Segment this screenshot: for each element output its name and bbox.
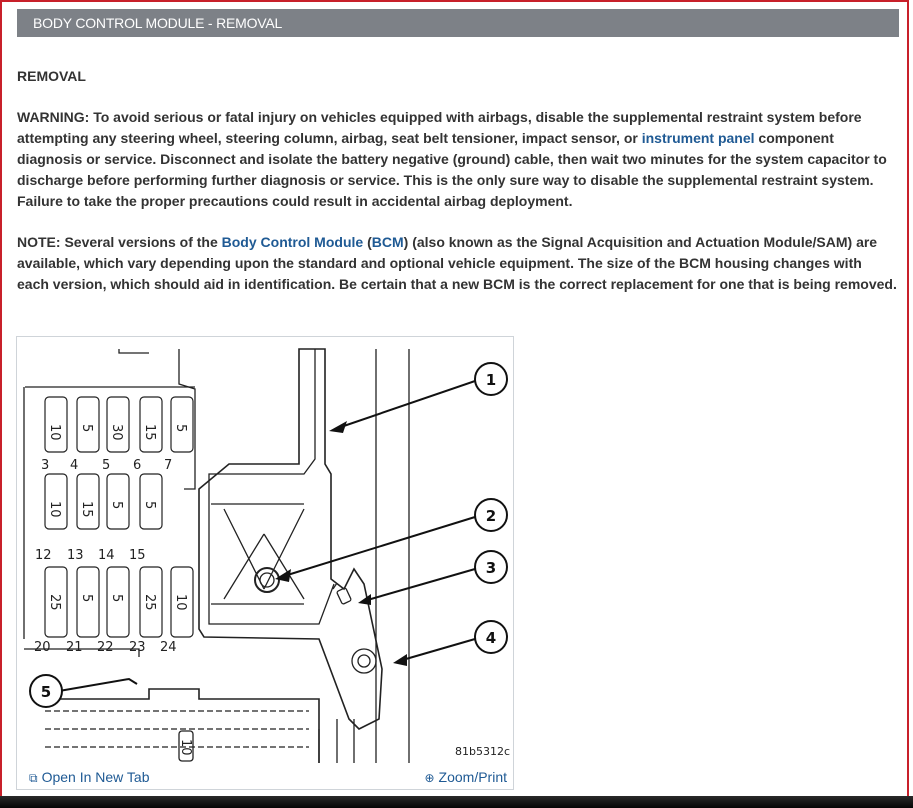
fuse-number: 24: [160, 640, 177, 655]
fuse-value: 10: [47, 501, 62, 518]
zoom-print-link[interactable]: ⊕ Zoom/Print: [424, 765, 507, 790]
fuse-value: 5: [109, 594, 124, 603]
open-tab-icon: ⧉: [29, 771, 38, 785]
open-new-tab-link[interactable]: ⧉ Open In New Tab: [29, 765, 150, 790]
content-body: [17, 66, 897, 315]
fuse-number: 21: [66, 640, 83, 655]
fuse-value: 15: [79, 501, 94, 518]
fuse-number: 5: [102, 458, 111, 473]
zoom-icon: ⊕: [424, 771, 435, 785]
fuse-number: 7: [164, 458, 173, 473]
figure-panel: [16, 336, 514, 790]
fuse-value: 5: [109, 501, 124, 510]
warning-label: WARNING:: [17, 109, 90, 125]
bcm-link[interactable]: BCM: [371, 234, 404, 250]
instrument-panel-link[interactable]: instrument panel: [641, 130, 755, 146]
note-label: NOTE:: [17, 234, 61, 250]
fuse-value: 5: [79, 424, 94, 433]
note-paragraph: NOTE: Several versions of the Body Control Module (BCM) (also known as the Signal Acquisition and Actuation Module/SAM) are available, which vary depending upon the standard and optional vehicle equipment. The size of the BCM housing changes with each version, which should aid in identification. Be certain that a new BCM is the correct replacement for one that is being removed.: [17, 234, 897, 292]
bcm-removal-diagram[interactable]: [19, 339, 513, 763]
section-heading: REMOVAL: [17, 68, 86, 84]
fuse-value: 5: [173, 424, 188, 433]
fuse-number: 23: [129, 640, 146, 655]
window-bottom-bar: [0, 796, 913, 808]
fuse-number: 3: [41, 458, 50, 473]
fuse-value: 5: [142, 501, 157, 510]
body-control-module-link[interactable]: Body Control Module: [221, 234, 364, 250]
fuse-number: 12: [35, 548, 52, 563]
fuse-value: 10: [178, 739, 193, 756]
page-title: BODY CONTROL MODULE - REMOVAL: [33, 15, 283, 31]
fuse-value: 5: [79, 594, 94, 603]
fuse-number: 4: [70, 458, 79, 473]
fuse-value: 10: [47, 424, 62, 441]
fuse-number: 20: [34, 640, 51, 655]
warning-paragraph: WARNING: To avoid serious or fatal injury on vehicles equipped with airbags, disable the supplemental restraint system before attempting any steering wheel, steering column, airbag, seat belt tensioner, impact sensor, or instrument panel component diagnosis or service. Disconnect and isolate the battery negative (ground) cable, then wait two minutes for the system capacitor to discharge before performing further diagnosis or service. This is the only sure way to disable the supplemental restraint system. Failure to take the proper precautions could result in accidental airbag deployment.: [17, 109, 887, 209]
fuse-value: 30: [109, 424, 124, 441]
fuse-number: 6: [133, 458, 142, 473]
page-title-bar: [17, 9, 899, 37]
figure-footer: [17, 765, 513, 789]
fuse-number: 15: [129, 548, 146, 563]
fuse-number: 22: [97, 640, 114, 655]
callout-5: 5: [40, 683, 52, 701]
callout-4: 4: [485, 629, 497, 647]
fuse-value: 15: [142, 424, 157, 441]
callout-2: 2: [485, 507, 497, 525]
callout-1: 1: [485, 371, 497, 389]
fuse-number: 13: [67, 548, 84, 563]
fuse-value: 25: [47, 594, 62, 611]
callout-3: 3: [485, 559, 497, 577]
image-id: 81b5312c: [455, 745, 511, 758]
fuse-value: 25: [142, 594, 157, 611]
fuse-number: 14: [98, 548, 115, 563]
fuse-value: 10: [173, 594, 188, 611]
